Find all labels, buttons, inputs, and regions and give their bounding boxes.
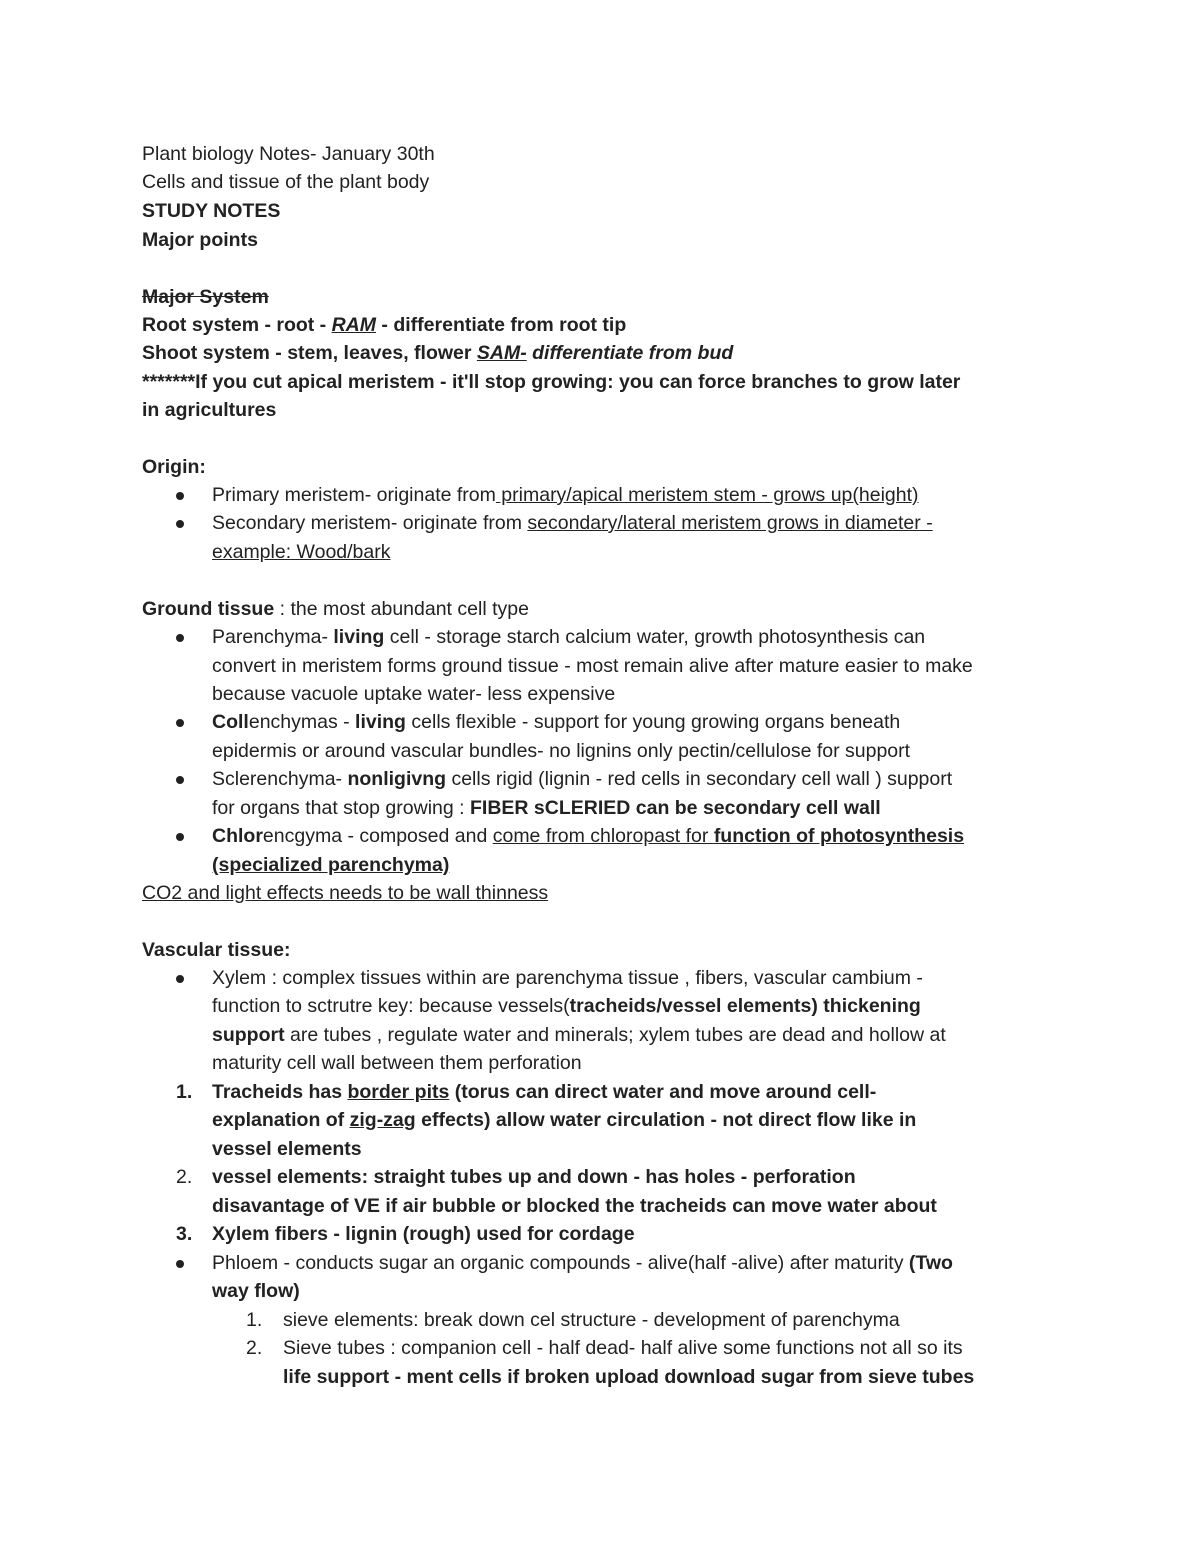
shoot-system-line: Shoot system - stem, leaves, flower SAM- differentiate from bud bbox=[142, 342, 734, 364]
secondary-meristem-example: example: Wood/bark bbox=[212, 541, 391, 563]
parenchyma-line-2: convert in meristem forms ground tissue - most remain alive after mature easier to make bbox=[212, 655, 973, 677]
primary-meristem-item: Primary meristem- originate from primary/apical meristem stem - grows up(height) bbox=[212, 484, 919, 506]
secondary-meristem-item: Secondary meristem- originate from secondary/lateral meristem grows in diameter - bbox=[212, 512, 933, 534]
vessel-elements-line-2: disavantage of VE if air bubble or blocked the tracheids can move water about bbox=[212, 1195, 937, 1217]
list-number: 2. bbox=[176, 1166, 193, 1188]
major-system-heading: Major System bbox=[142, 286, 269, 308]
xylem-line-3: support are tubes , regulate water and minerals; xylem tubes are dead and hollow at bbox=[212, 1024, 946, 1046]
apical-note-line-1: *******If you cut apical meristem - it'll stop growing: you can force branches to grow later bbox=[142, 371, 961, 393]
bullet-icon bbox=[176, 634, 184, 642]
origin-heading: Origin: bbox=[142, 456, 206, 478]
sieve-tubes-line-2: life support - ment cells if broken upload download sugar from sieve tubes bbox=[283, 1366, 975, 1388]
apical-note-line-2: in agricultures bbox=[142, 399, 277, 421]
list-number: 1. bbox=[176, 1081, 193, 1103]
page-subtitle: Cells and tissue of the plant body bbox=[142, 171, 430, 193]
study-notes-label: STUDY NOTES bbox=[142, 200, 281, 222]
chlorenchyma-item: Chlorencgyma - composed and come from chloropast for function of photosynthesis bbox=[212, 825, 965, 847]
parenchyma-item: Parenchyma- living cell - storage starch calcium water, growth photosynthesis can bbox=[212, 626, 926, 648]
co2-note: CO2 and light effects needs to be wall thinness bbox=[142, 882, 549, 904]
bullet-icon bbox=[176, 975, 184, 983]
tracheids-item: Tracheids has border pits (torus can direct water and move around cell- bbox=[212, 1081, 877, 1103]
phloem-item: Phloem - conducts sugar an organic compounds - alive(half -alive) after maturity (Two bbox=[212, 1252, 953, 1274]
bullet-icon bbox=[176, 833, 184, 841]
sclerenchyma-line-2: for organs that stop growing : FIBER sCLERIED can be secondary cell wall bbox=[212, 797, 881, 819]
sieve-elements-item: sieve elements: break down cel structure - development of parenchyma bbox=[283, 1309, 900, 1331]
list-number: 3. bbox=[176, 1223, 193, 1245]
tracheids-line-2: explanation of zig-zag effects) allow water circulation - not direct flow like in bbox=[212, 1109, 917, 1131]
ground-tissue-heading: Ground tissue : the most abundant cell type bbox=[142, 598, 529, 620]
parenchyma-line-3: because vacuole uptake water- less expensive bbox=[212, 683, 616, 705]
collenchyma-item: Collenchymas - living cells flexible - support for young growing organs beneath bbox=[212, 711, 901, 733]
bullet-icon bbox=[176, 520, 184, 528]
bullet-icon bbox=[176, 776, 184, 784]
root-system-line: Root system - root - RAM - differentiate from root tip bbox=[142, 314, 627, 336]
xylem-item: Xylem : complex tissues within are parenchyma tissue , fibers, vascular cambium - bbox=[212, 967, 923, 989]
major-points-label: Major points bbox=[142, 229, 258, 251]
vessel-elements-item: vessel elements: straight tubes up and down - has holes - perforation bbox=[212, 1166, 856, 1188]
vascular-tissue-heading: Vascular tissue: bbox=[142, 939, 291, 961]
phloem-line-2: way flow) bbox=[212, 1280, 300, 1302]
sclerenchyma-item: Sclerenchyma- nonligivng cells rigid (lignin - red cells in secondary cell wall ) support bbox=[212, 768, 953, 790]
bullet-icon bbox=[176, 1260, 184, 1268]
xylem-fibers-item: Xylem fibers - lignin (rough) used for cordage bbox=[212, 1223, 635, 1245]
list-number: 2. bbox=[246, 1337, 263, 1359]
page-title: Plant biology Notes- January 30th bbox=[142, 143, 435, 165]
chlorenchyma-line-2: (specialized parenchyma) bbox=[212, 854, 450, 876]
sieve-tubes-item: Sieve tubes : companion cell - half dead- half alive some functions not all so its bbox=[283, 1337, 963, 1359]
bullet-icon bbox=[176, 492, 184, 500]
list-number: 1. bbox=[246, 1309, 263, 1331]
bullet-icon bbox=[176, 719, 184, 727]
xylem-line-2: function to sctrutre key: because vessels(tracheids/vessel elements) thickening bbox=[212, 995, 921, 1017]
tracheids-line-3: vessel elements bbox=[212, 1138, 362, 1160]
xylem-line-4: maturity cell wall between them perforation bbox=[212, 1052, 582, 1074]
collenchyma-line-2: epidermis or around vascular bundles- no lignins only pectin/cellulose for support bbox=[212, 740, 911, 762]
